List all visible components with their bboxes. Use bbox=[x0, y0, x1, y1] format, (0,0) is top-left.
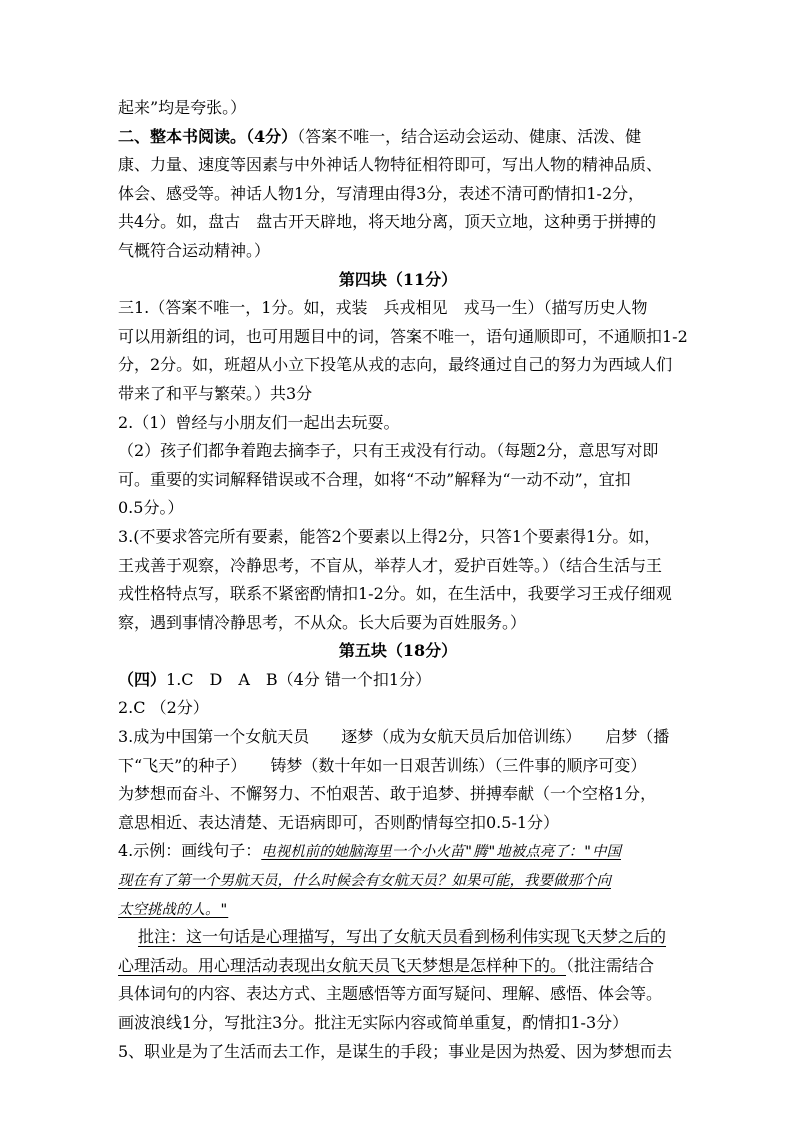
text-span: 1.C D A B（4分 错一个扣1分） bbox=[166, 669, 432, 689]
question-number-four: （四） bbox=[118, 669, 167, 689]
underlined-quote: 电视机前的她脑海里一个小火苗"腾"地被点亮了："中国 bbox=[261, 844, 621, 861]
text-line bbox=[118, 895, 678, 924]
text-line: 察，遇到事情冷静思考，不从众。长大后要为百姓服务。） bbox=[118, 612, 527, 632]
underlined-quote: 太空挑战的人。" bbox=[118, 901, 229, 918]
text-line: 三1.（答案不唯一，1分。如，戎装 兵戎相见 戎马一生）（描写历史人物 bbox=[118, 298, 648, 318]
text-line: 为梦想而奋斗、不懈努力、不怕艰苦、敢于追梦、拼搏奉献（一个空格1分， bbox=[118, 784, 657, 804]
text-line: 起来”均是夸张。） bbox=[118, 98, 247, 117]
text-line: 5、职业是为了生活而去工作，是谋生的手段；事业是因为热爱、因为梦想而去 bbox=[118, 1041, 673, 1061]
underlined-quote: 现在有了第一个男航天员，什么时候会有女航天员？如果可能，我要做那个向 bbox=[118, 873, 611, 890]
text-line: 分，2分。如，班超从小立下投笔从戎的志向，最终通过自己的努力为西域人们 bbox=[118, 355, 673, 375]
text-line bbox=[118, 952, 678, 981]
text-line: 3.(不要求答完所有要素，能答2个要素以上得2分，只答1个要素得1分。如， bbox=[118, 526, 661, 546]
section-heading-whole-book-reading: 二、整本书阅读。（4分） bbox=[118, 126, 298, 146]
text-line: 戎性格特点写，联系不紧密酌情扣1-2分。如，在生活中，我要学习王戎仔细观 bbox=[118, 584, 672, 604]
text-span: （答案不唯一，结合运动会运动、健康、活泼、健 bbox=[297, 126, 642, 146]
text-line: 体会、感受等。神话人物1分，写清理由得3分，表述不清可酌情扣1-2分， bbox=[118, 183, 645, 203]
text-line bbox=[118, 866, 678, 895]
text-line bbox=[118, 666, 678, 695]
text-line: 下“飞天”的种子） 铸梦（数十年如一日艰苦训练）（三件事的顺序可变） bbox=[118, 755, 647, 775]
text-line bbox=[118, 837, 678, 866]
text-line bbox=[118, 123, 678, 152]
block-heading-4: 第四块（11分） bbox=[338, 269, 458, 289]
annotation-text: 心理活动。用心理活动表现出女航天员飞天梦想是怎样种下的。 bbox=[118, 955, 567, 975]
text-line: 带来了和平与繁荣。）共3分 bbox=[118, 383, 313, 403]
block-heading-5: 第五块（18分） bbox=[338, 641, 458, 661]
text-span: （批注需结合 bbox=[566, 955, 655, 975]
text-line: 2.（1）曾经与小朋友们一起出去玩耍。 bbox=[118, 412, 400, 432]
text-line: 意思相近、表达清楚、无语病即可，否则酌情每空扣0.5-1分） bbox=[118, 812, 560, 832]
text-line: 2.C （2分） bbox=[118, 698, 209, 718]
text-line: 可。重要的实词解释错误或不合理，如将“不动”解释为“一动不动”，宜扣 bbox=[118, 469, 631, 489]
text-line: 可以用新组的词，也可用题目中的词，答案不唯一，语句通顺即可，不通顺扣1-2 bbox=[118, 326, 688, 346]
answer-key-page bbox=[118, 94, 688, 1066]
text-span: 4.示例：画线句子： bbox=[118, 841, 262, 861]
text-line: 共4分。如，盘古 盘古开天辟地，将天地分离，顶天立地，这种勇于拼搏的 bbox=[118, 212, 657, 232]
text-line: 画波浪线1分，写批注3分。批注无实际内容或简单重复，酌情扣1-3分） bbox=[118, 1013, 629, 1032]
text-line: 康、力量、速度等因素与中外神话人物特征相符即可，写出人物的精神品质、 bbox=[118, 155, 663, 175]
text-line: 气概符合运动精神。） bbox=[118, 240, 271, 260]
text-line: 王戎善于观察，冷静思考，不盲从，举荐人才，爱护百姓等。）（结合生活与王 bbox=[118, 555, 663, 575]
annotation-text: 批注：这一句话是心理描写，写出了女航天员看到杨利伟实现飞天梦之后的 bbox=[138, 927, 667, 947]
text-line: 3.成为中国第一个女航天员 逐梦（成为女航天员后加倍训练） 启梦（播 bbox=[118, 727, 670, 747]
text-line: 0.5分。） bbox=[118, 498, 184, 518]
text-line: （2）孩子们都争着跑去摘李子，只有王戎没有行动。（每题2分，意思写对即 bbox=[118, 441, 659, 461]
text-line: 具体词句的内容、表达方式、主题感悟等方面写疑问、理解、感悟、体会等。 bbox=[118, 984, 663, 1004]
text-line bbox=[118, 923, 678, 952]
